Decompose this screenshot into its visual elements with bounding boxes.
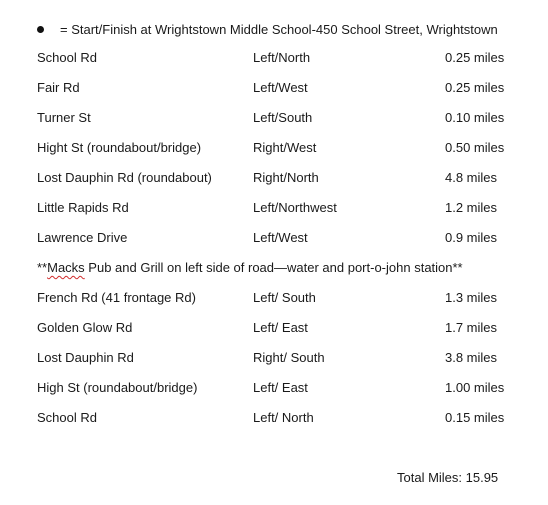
segment-distance: 0.15 miles: [445, 410, 505, 425]
turn-direction: Left/West: [253, 80, 308, 95]
segment-distance: 1.2 miles: [445, 200, 498, 215]
segment-distance: 0.25 miles: [445, 80, 505, 95]
road-name: Hight St (roundabout/bridge): [37, 140, 202, 155]
turn-direction: Left/Northwest: [253, 200, 337, 215]
note-text: Pub and Grill on left side of road—water and port-o-john station**: [84, 260, 463, 275]
segment-distance: 1.7 miles: [445, 320, 498, 335]
spellcheck-flagged-word: Macks: [47, 260, 85, 275]
segment-distance: 3.8 miles: [445, 350, 498, 365]
segment-distance: 0.50 miles: [445, 140, 505, 155]
turn-direction: Right/North: [253, 170, 319, 185]
start-finish-line: [37, 20, 498, 38]
total-miles: Total Miles: 15.95: [397, 470, 499, 485]
segment-distance: 1.00 miles: [445, 380, 505, 395]
turn-direction: Left/West: [253, 230, 308, 245]
bullet-icon: [37, 26, 44, 33]
road-name: Fair Rd: [37, 80, 80, 95]
road-name: Lost Dauphin Rd: [37, 350, 134, 365]
turn-direction: Left/ East: [253, 380, 308, 395]
road-name: School Rd: [37, 410, 97, 425]
segment-distance: 0.10 miles: [445, 110, 505, 125]
road-name: Turner St: [37, 110, 91, 125]
road-name: School Rd: [37, 50, 97, 65]
start-finish-text: = Start/Finish at Wrightstown Middle School-450 School Street, Wrightstown: [60, 21, 498, 37]
turn-direction: Right/West: [253, 140, 317, 155]
road-name: Lawrence Drive: [37, 230, 128, 245]
note-prefix: **: [37, 260, 48, 275]
road-name: Golden Glow Rd: [37, 320, 133, 335]
road-name: Lost Dauphin Rd (roundabout): [37, 170, 212, 185]
road-name: French Rd (41 frontage Rd): [37, 290, 196, 305]
water-station-note: [37, 259, 463, 277]
road-name: High St (roundabout/bridge): [37, 380, 198, 395]
segment-distance: 4.8 miles: [445, 170, 498, 185]
turn-direction: Left/ North: [253, 410, 314, 425]
segment-distance: 1.3 miles: [445, 290, 498, 305]
segment-distance: 0.9 miles: [445, 230, 498, 245]
segment-distance: 0.25 miles: [445, 50, 505, 65]
turn-direction: Left/ South: [253, 290, 316, 305]
turn-direction: Right/ South: [253, 350, 325, 365]
road-name: Little Rapids Rd: [37, 200, 129, 215]
turn-direction: Left/South: [253, 110, 313, 125]
turn-direction: Left/ East: [253, 320, 308, 335]
turn-direction: Left/North: [253, 50, 311, 65]
